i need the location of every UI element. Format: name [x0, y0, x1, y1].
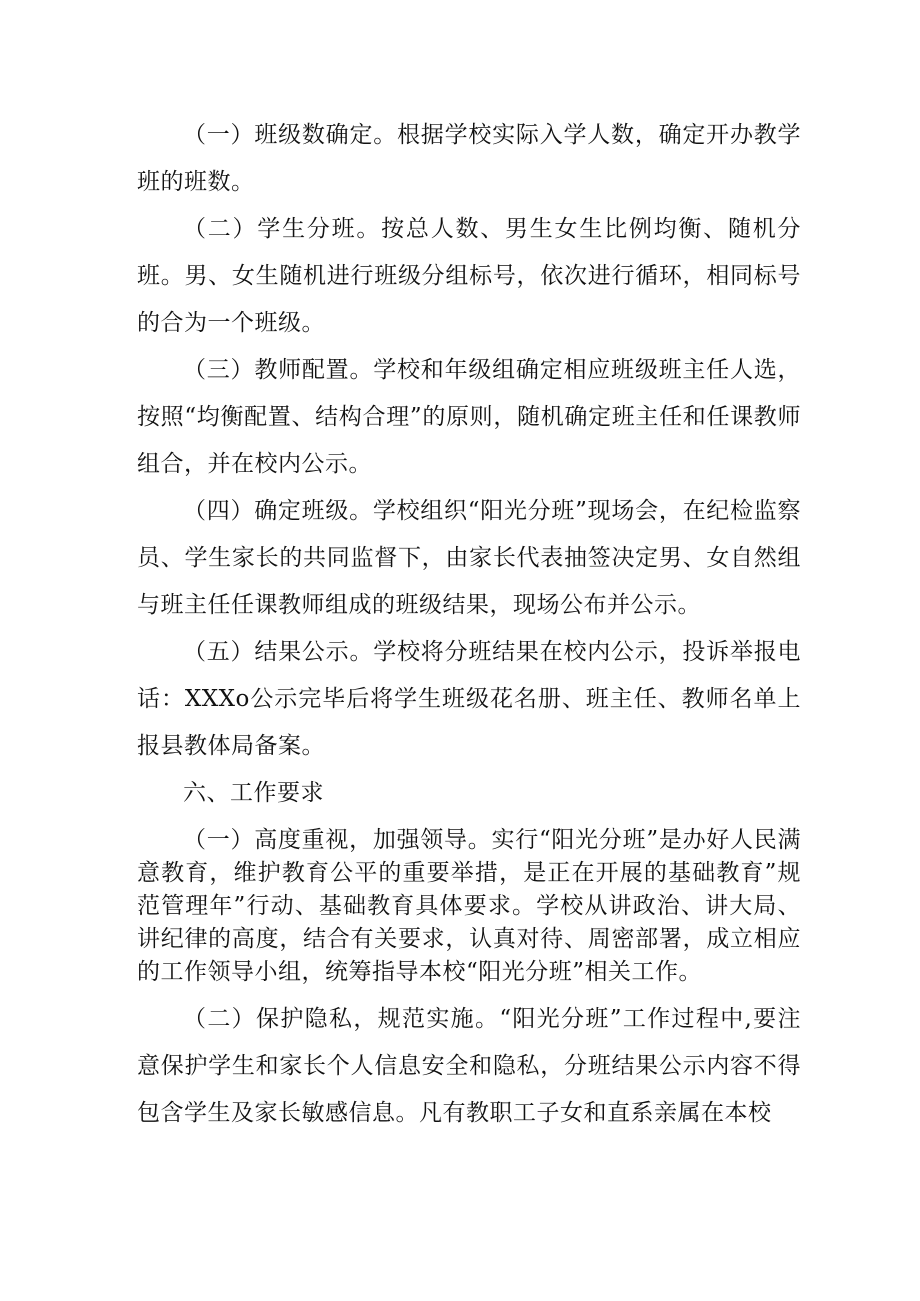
paragraph-class-count: （一）班级数确定。根据学校实际入学人数，确定开办教学班的班数。: [137, 122, 801, 195]
paragraph-result-announcement: （五）结果公示。学校将分班结果在校内公示，投诉举报电话：XXXo公示完毕后将学生班级花名册、班主任、教师名单上报县教体局备案。: [137, 639, 801, 759]
paragraph-class-confirmation: （四）确定班级。学校组织“阳光分班”现场会，在纪检监察员、学生家长的共同监督下，由家长代表抽签决定男、女自然组与班主任任课教师组成的班级结果，现场公布并公示。: [137, 498, 801, 618]
paragraph-leadership-requirement: （一）高度重视，加强领导。实行“阳光分班”是办好人民满意教育，维护教育公平的重要举措，是正在开展的基础教育”规范管理年”行动、基础教育具体要求。学校从讲政治、讲大局、讲纪律的高度，结合有关要求，认真对待、周密部署，成立相应的工作领导小组，统筹指导本校“阳光分班”相关工作。: [137, 827, 801, 985]
paragraph-student-grouping: （二）学生分班。按总人数、男生女生比例均衡、随机分班。男、女生随机进行班级分组标号，依次进行循环，相同标号的合为一个班级。: [137, 216, 801, 336]
section-heading-work-requirements: 六、工作要求: [183, 780, 324, 806]
paragraph-privacy-requirement: （二）保护隐私，规范实施。“阳光分班”工作过程中,要注意保护学生和家长个人信息安全和隐私，分班结果公示内容不得包含学生及家长敏感信息。凡有教职工子女和直系亲属在本校: [137, 1006, 801, 1126]
paragraph-teacher-allocation: （三）教师配置。学校和年级组确定相应班级班主任人选，按照“均衡配置、结构合理”的原则，随机确定班主任和任课教师组合，并在校内公示。: [137, 357, 801, 477]
document-body: [137, 112, 801, 1137]
